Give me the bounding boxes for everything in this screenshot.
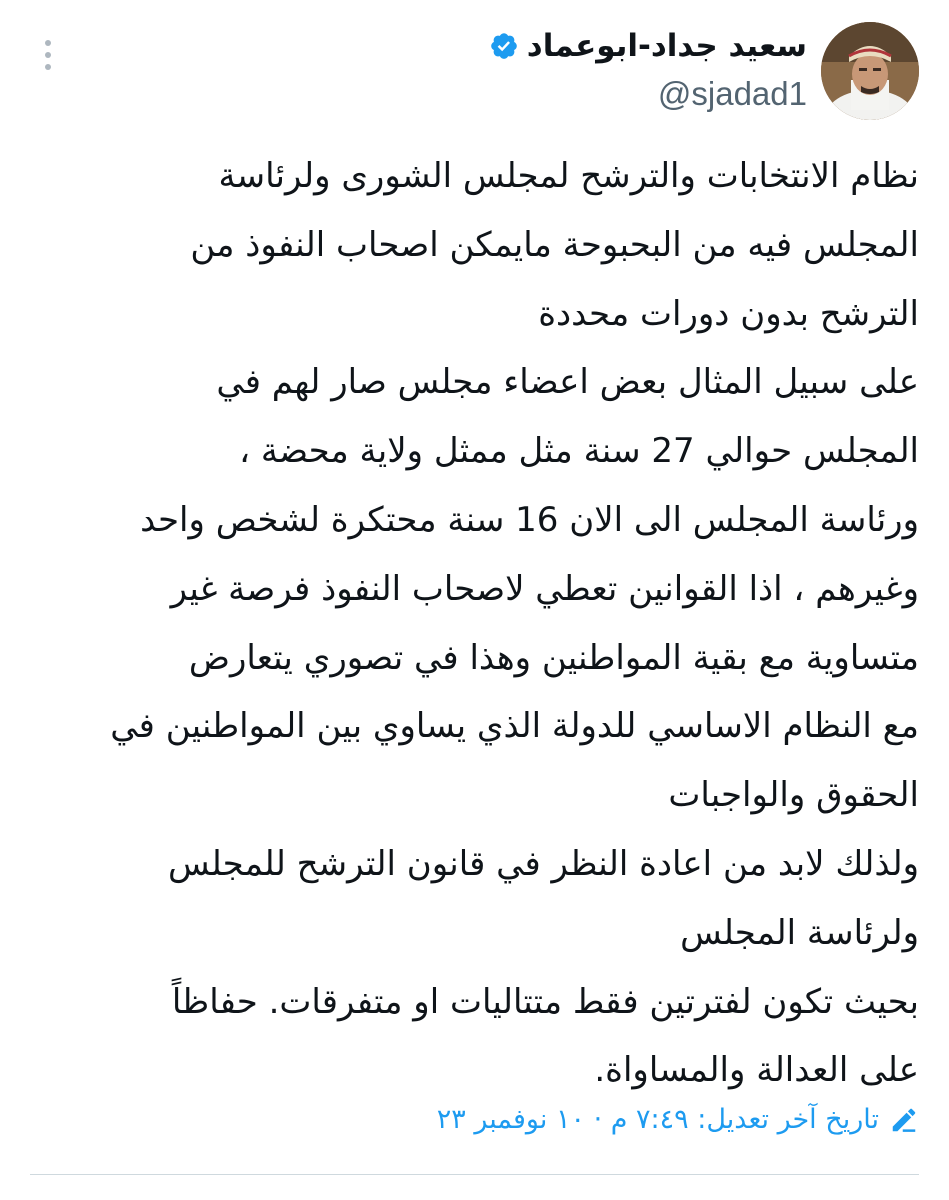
divider [30, 1174, 919, 1175]
last-edited-link[interactable] [437, 1098, 919, 1142]
last-edited-label[interactable]: تاريخ آخر تعديل: ٧:٤٩ م · ١٠ نوفمبر ٢٣ [436, 1104, 879, 1135]
more-options-icon[interactable] [38, 40, 58, 80]
verified-badge-icon [489, 31, 519, 61]
tweet-text-line: الحقوق والواجبات [668, 775, 919, 816]
tweet-text-line: على سبيل المثال بعض اعضاء مجلس صار لهم في [216, 362, 919, 403]
tweet-text-line: نظام الانتخابات والترشح لمجلس الشورى ولرئاسة [218, 156, 919, 196]
tweet-text-line: الترشح بدون دورات محددة [538, 293, 919, 334]
author-name-row[interactable] [489, 24, 807, 68]
profile-photo-icon [821, 22, 919, 120]
author-handle[interactable]: @sjadad1 [657, 75, 807, 112]
tweet-text-line: ولذلك لابد من اعادة النظر في قانون الترشح للمجلس [168, 843, 919, 884]
tweet-text-line: متساوية مع بقية المواطنين وهذا في تصوري يتعارض [188, 637, 919, 678]
tweet-text [29, 142, 919, 1105]
tweet-text-line: وغيرهم ، اذا القوانين تعطي لاصحاب النفوذ فرصة غير [170, 568, 919, 609]
tweet-text-line: بحيث تكون لفترتين فقط متتاليات او متفرقات. حفاظاً [171, 981, 919, 1022]
pencil-icon [889, 1105, 919, 1135]
tweet-text-line: على العدالة والمساواة. [594, 1050, 919, 1091]
avatar[interactable] [821, 22, 919, 120]
display-name[interactable]: سعيد جداد-ابوعماد [526, 28, 807, 64]
tweet-text-line: مع النظام الاساسي للدولة الذي يساوي بين المواطنين في [110, 706, 919, 747]
tweet-text-line: المجلس فيه من البحبوحة مايمكن اصحاب النفوذ من [190, 224, 919, 265]
tweet-text-line: ولرئاسة المجلس [680, 912, 919, 953]
tweet-text-line: المجلس حوالي 27 سنة مثل ممثل ولاية محضة ، [239, 431, 919, 472]
tweet-text-line: ورئاسة المجلس الى الان 16 سنة محتكرة لشخص واحد [140, 499, 919, 540]
